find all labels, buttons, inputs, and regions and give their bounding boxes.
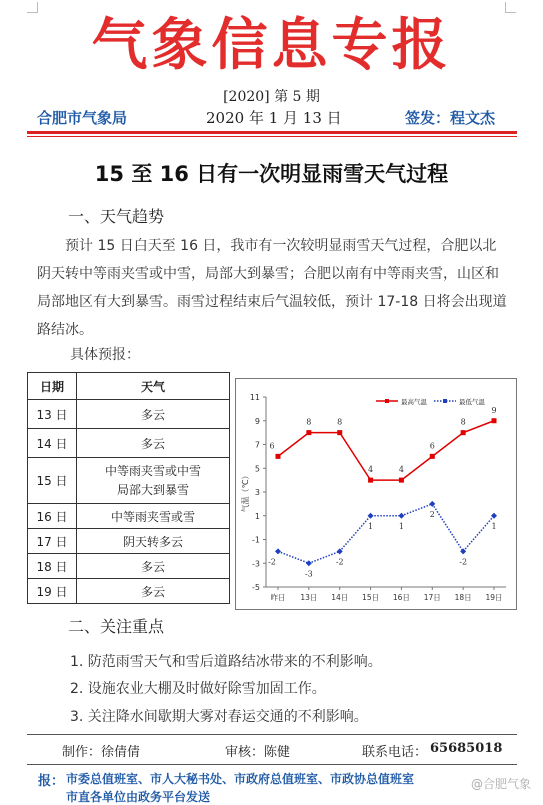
focus-item: 1. 防范雨雪天气和雪后道路结冰带来的不利影响。: [70, 654, 382, 670]
send-recipients-line2: 市直各单位由政务平台发送: [66, 790, 211, 804]
table-row: [28, 554, 230, 579]
data-label: 2: [429, 509, 435, 519]
y-tick-label: 9: [254, 416, 260, 426]
data-label: 8: [337, 417, 343, 427]
send-label: 报：: [38, 774, 65, 789]
data-label: -2: [459, 557, 468, 567]
table-cell-weather: 中等雨夹雪或中雪 局部大到暴雪: [77, 458, 230, 504]
data-label: 8: [306, 417, 312, 427]
series-line-min: [278, 504, 497, 563]
table-row: [28, 429, 230, 458]
table-header-weather: 天气: [77, 373, 230, 400]
legend-marker: [385, 399, 389, 403]
footer-rule-bottom: [27, 764, 517, 765]
y-tick-label: -5: [252, 583, 260, 592]
data-label: -2: [268, 557, 276, 567]
data-label: 8: [460, 417, 466, 427]
data-point-max: [337, 430, 342, 435]
x-tick-label: 14日: [331, 593, 349, 602]
data-point-max: [430, 454, 435, 459]
data-label: 1: [368, 521, 374, 531]
maker: 制作：徐倩倩: [62, 745, 141, 760]
y-tick-label: 3: [254, 488, 260, 497]
header-rule-thin: [27, 136, 517, 137]
send-recipients-line1: 市委总值班室、市人大秘书处、市政府总值班室、市政协总值班室: [66, 772, 415, 786]
y-axis-label: 气温（℃）: [241, 471, 250, 513]
data-point-max: [492, 418, 497, 423]
data-point-min: [398, 513, 404, 519]
table-header-date: 日期: [28, 373, 77, 400]
table-cell-weather: 多云: [77, 400, 230, 429]
legend-label: 最低气温: [459, 398, 485, 406]
table-cell-date: 14 日: [28, 429, 77, 458]
table-cell-date: 19 日: [28, 579, 77, 604]
table-cell-date: 13 日: [28, 400, 77, 429]
y-tick-label: -1: [252, 535, 260, 545]
phone-number: 65685018: [430, 741, 503, 756]
y-tick-label: 11: [249, 393, 260, 402]
data-label: 1: [491, 521, 497, 531]
data-label: 1: [398, 521, 404, 531]
data-label: -3: [304, 569, 313, 579]
x-tick-label: 15日: [362, 593, 380, 602]
table-cell-date: 16 日: [28, 504, 77, 529]
phone-label: 联系电话：: [362, 745, 428, 760]
signer: 签发：程文杰: [405, 109, 496, 127]
table-cell-weather: 多云: [77, 429, 230, 458]
table-cell-weather: 中等雨夹雪或雪: [77, 504, 230, 529]
data-point-max: [399, 478, 404, 483]
x-tick-label: 19日: [485, 593, 503, 602]
table-cell-date: 15 日: [28, 458, 77, 504]
table-row: [28, 400, 230, 429]
series-line-max: [278, 421, 494, 480]
data-point-min: [491, 513, 497, 519]
y-tick-label: 5: [254, 464, 260, 474]
data-point-max: [461, 430, 466, 435]
section-weather-trend-heading: 一、天气趋势: [68, 207, 165, 226]
table-cell-weather: 阴天转多云: [77, 529, 230, 554]
table-cell-date: 17 日: [28, 529, 77, 554]
masthead-title: 气象信息专报: [91, 13, 452, 78]
x-tick-label: 13日: [300, 593, 318, 602]
table-cell-weather: 多云: [77, 554, 230, 579]
data-point-min: [368, 513, 374, 519]
forecast-label: 具体预报：: [70, 347, 140, 363]
issue-number: [2020] 第 5 期: [223, 89, 320, 105]
table-cell-date: 18 日: [28, 554, 77, 579]
y-tick-label: 1: [254, 511, 260, 521]
x-tick-label: 昨日: [270, 593, 286, 602]
data-point-max: [306, 430, 311, 435]
crop-mark-top-right: [505, 2, 516, 13]
temperature-chart-svg: [236, 379, 516, 609]
agency-name: 合肥市气象局: [37, 109, 128, 127]
y-tick-label: -3: [252, 559, 260, 569]
focus-item: 3. 关注降水间歇期大雾对春运交通的不利影响。: [70, 709, 368, 725]
y-tick-label: 7: [254, 440, 260, 450]
table-cell-weather: 多云: [77, 579, 230, 604]
data-label: 4: [368, 465, 374, 475]
data-label: 6: [269, 441, 275, 451]
table-row: [28, 504, 230, 529]
issue-date: 2020 年 1 月 13 日: [206, 109, 342, 127]
legend-label: 最高气温: [401, 398, 427, 406]
data-point-min: [275, 548, 281, 554]
reviewer: 审核：陈健: [225, 745, 291, 760]
header-rule-thick: [27, 131, 517, 134]
data-label: 9: [491, 405, 497, 415]
temperature-chart: [235, 378, 517, 610]
report-title: 15 至 16 日有一次明显雨雪天气过程: [94, 162, 449, 186]
x-tick-label: 17日: [423, 593, 441, 602]
data-point-min: [306, 560, 312, 566]
data-label: -2: [335, 557, 344, 567]
data-point-max: [276, 454, 281, 459]
table-row: [28, 529, 230, 554]
legend-marker: [443, 399, 447, 403]
x-tick-label: 18日: [454, 593, 472, 602]
focus-item: 2. 设施农业大棚及时做好除雪加固工作。: [70, 681, 326, 697]
data-point-max: [368, 478, 373, 483]
x-tick-label: 16日: [392, 593, 410, 602]
data-label: 4: [398, 465, 404, 475]
crop-mark-top-left: [27, 2, 38, 13]
footer-rule-top: [27, 734, 517, 735]
table-row: [28, 579, 230, 604]
weibo-watermark: @合肥气象: [470, 777, 531, 791]
forecast-table: [27, 372, 230, 604]
data-label: 6: [429, 441, 435, 451]
data-point-min: [460, 548, 466, 554]
table-row: [28, 458, 230, 504]
trend-paragraph: 预计 15 日白天至 16 日，我市有一次较明显雨雪天气过程，合肥以北阴天转中等雨夹雪或中雪，局部大到暴雪；合肥以南有中等雨夹雪，山区和局部地区有大到暴雪。雨雪过程结束后气温较低，预计 17-18 日将会出现道路结冰。: [37, 238, 507, 338]
section-focus-heading: 二、关注重点: [68, 617, 165, 636]
